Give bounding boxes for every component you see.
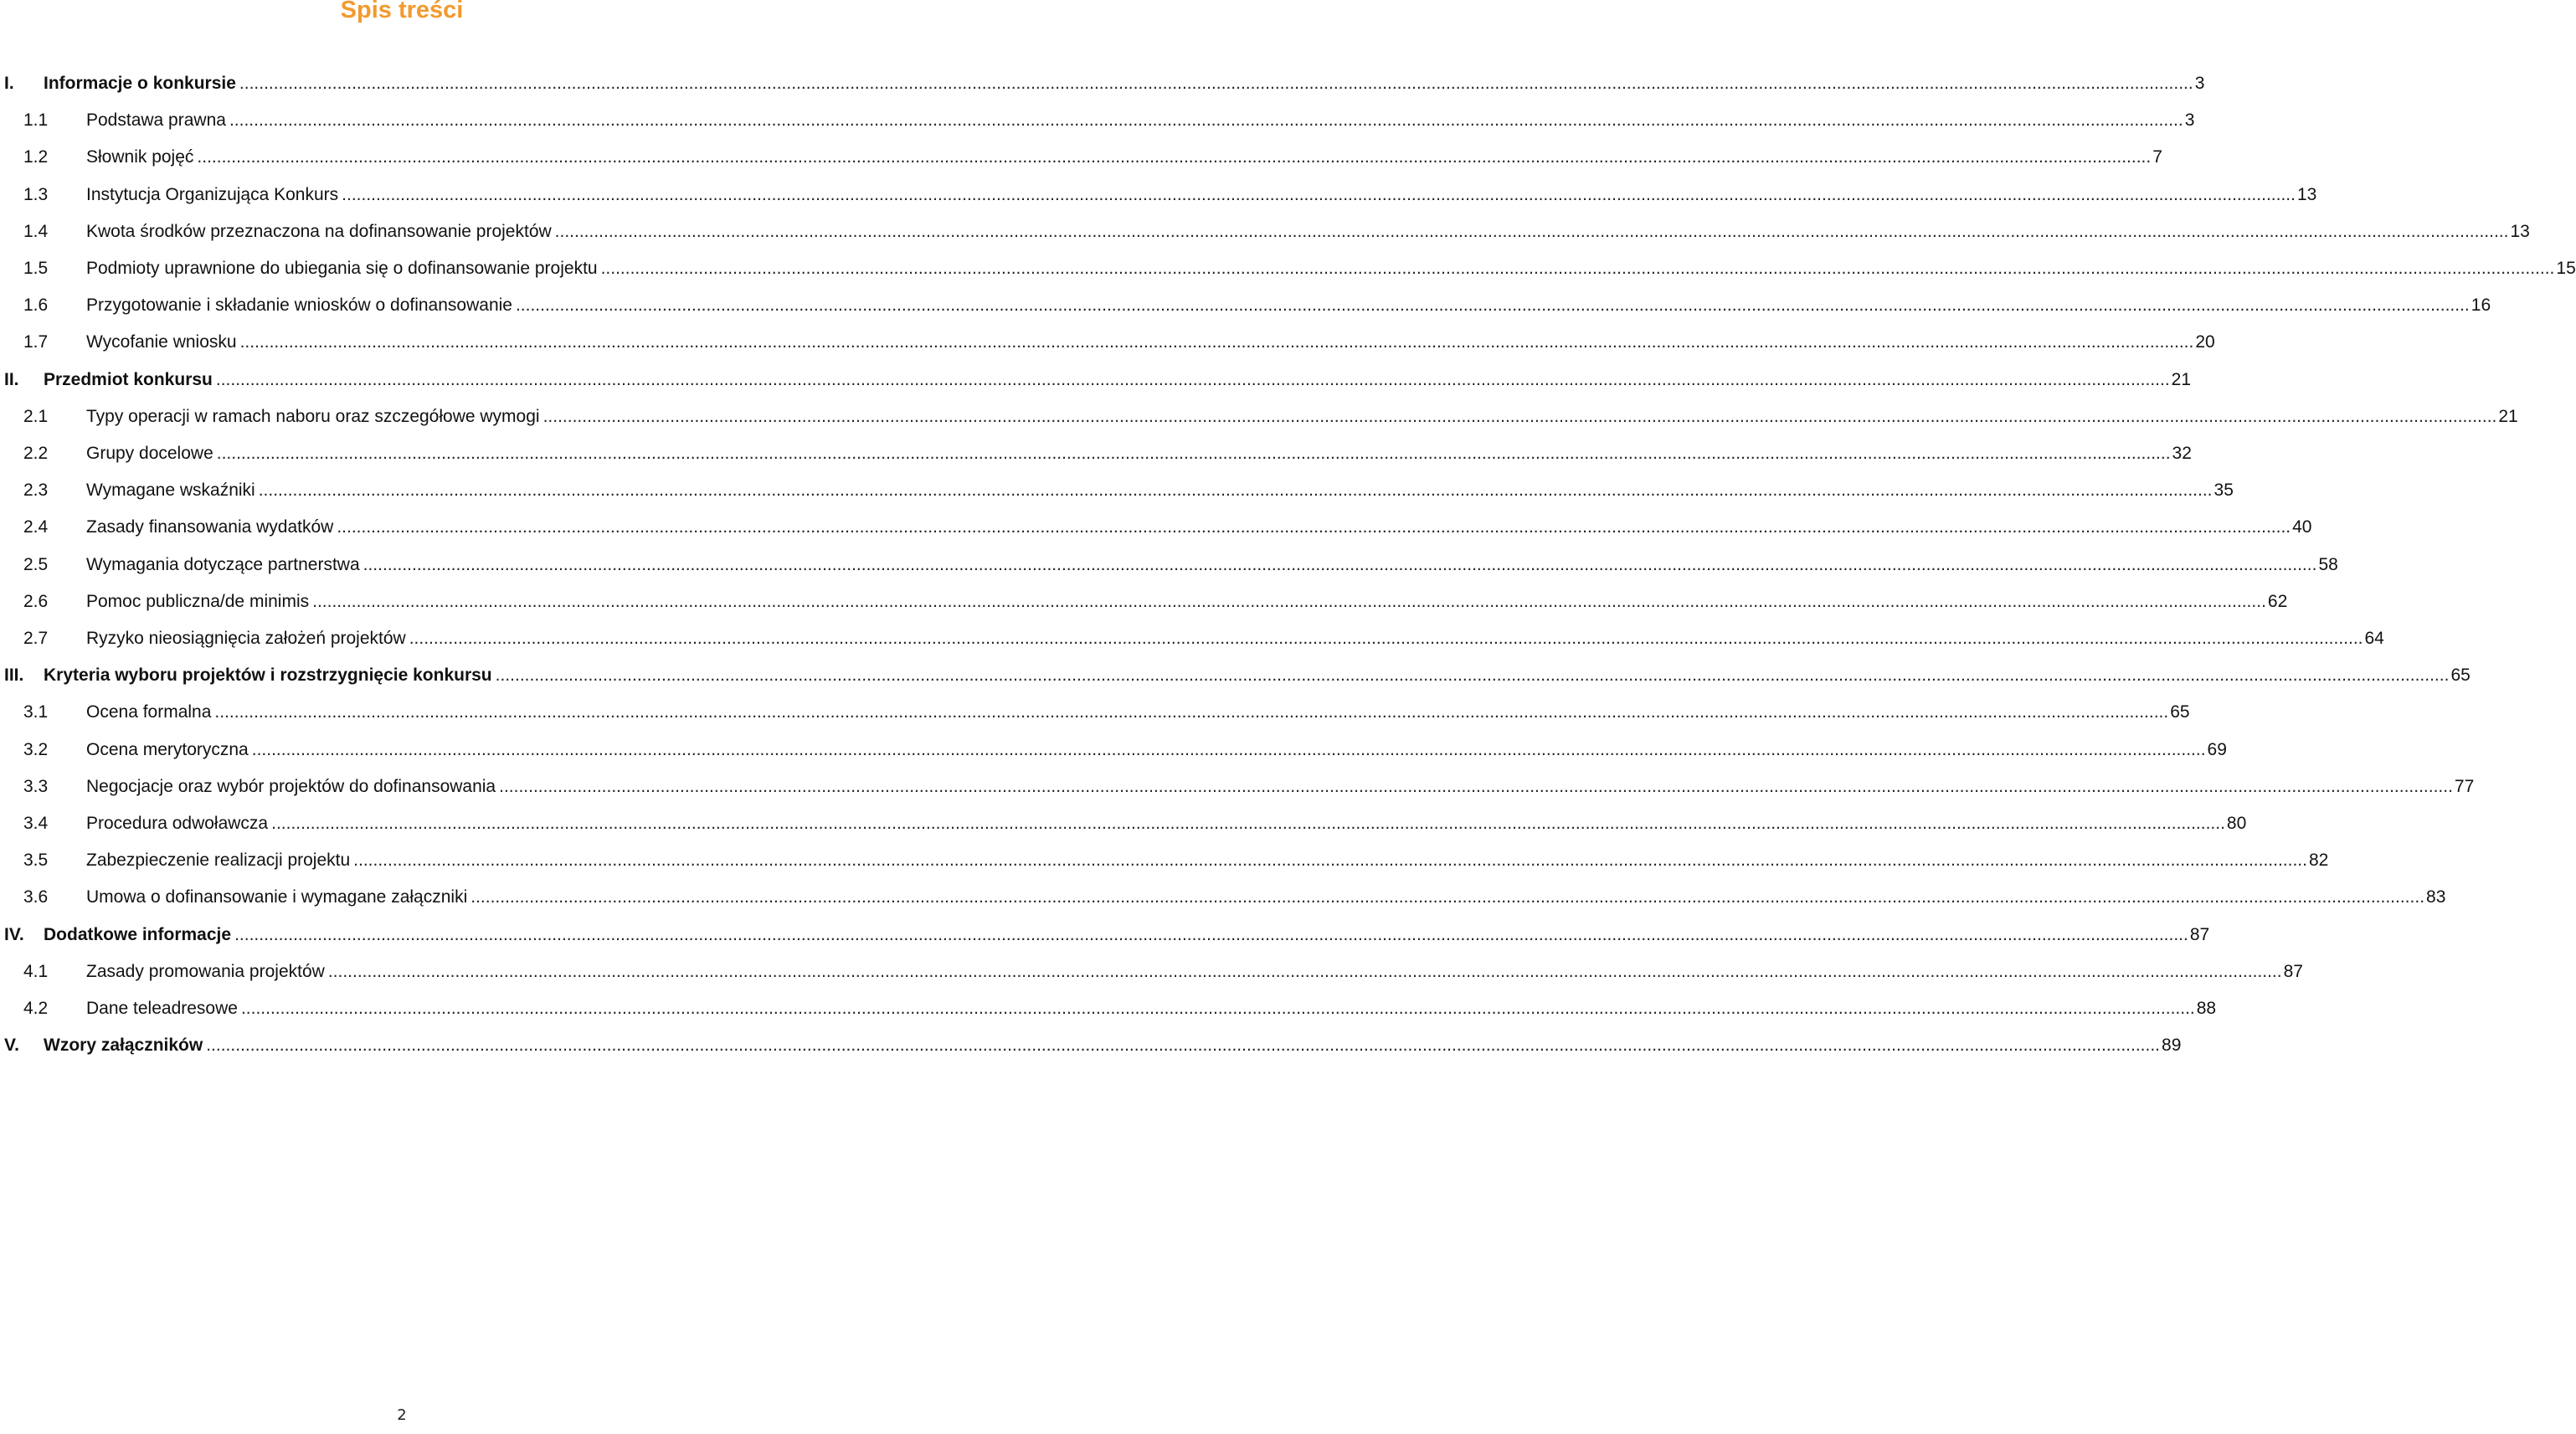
toc-entry[interactable] bbox=[0, 435, 2192, 472]
dot-leader: ................................................................................................................................................................................................................................................................................................................................................................................................................ bbox=[229, 111, 2183, 131]
toc-entry-page[interactable]: 83 bbox=[2426, 887, 2446, 907]
toc-entry-line bbox=[86, 953, 2303, 990]
toc-entry-page[interactable]: 21 bbox=[2498, 406, 2518, 426]
toc-entry-page[interactable]: 35 bbox=[2214, 481, 2234, 501]
toc-entry-label[interactable]: Typy operacji w ramach naboru oraz szczegółowe wymogi bbox=[86, 406, 540, 426]
toc-entry-number: 1.1 bbox=[23, 111, 49, 131]
toc-entry-label[interactable]: Zasady promowania projektów bbox=[86, 961, 325, 981]
toc-entry[interactable] bbox=[0, 768, 2475, 805]
toc-entry-label[interactable]: Dodatkowe informacje bbox=[44, 924, 232, 944]
toc-entry-page[interactable]: 88 bbox=[2196, 999, 2217, 1018]
toc-entry-number: 2.2 bbox=[23, 444, 49, 463]
toc-entry-label[interactable]: Wzory załączników bbox=[44, 1036, 203, 1056]
dot-leader: ................................................................................................................................................................................................................................................................................................................................................................................................................ bbox=[197, 147, 2152, 167]
toc-entry-line bbox=[86, 805, 2247, 842]
toc-entry[interactable] bbox=[0, 250, 2576, 287]
toc-entry-line bbox=[86, 842, 2329, 879]
toc-entry-page[interactable]: 82 bbox=[2308, 851, 2329, 871]
toc-entry-number: 3.4 bbox=[23, 814, 49, 833]
toc-entry[interactable] bbox=[0, 805, 2247, 842]
dot-leader: ................................................................................................................................................................................................................................................................................................................................................................................................................ bbox=[342, 184, 2296, 204]
toc-entry-page[interactable]: 3 bbox=[2194, 74, 2205, 93]
toc-entry-label[interactable]: Podmioty uprawnione do ubiegania się o dofinansowanie projektu bbox=[86, 259, 598, 278]
toc-entry-page[interactable]: 65 bbox=[2450, 666, 2471, 686]
toc-entry[interactable] bbox=[0, 917, 2210, 953]
toc-entry-line bbox=[86, 287, 2491, 324]
toc-entry-number: 1.4 bbox=[23, 221, 49, 241]
toc-entry-page[interactable]: 32 bbox=[2172, 444, 2192, 463]
dot-leader: ................................................................................................................................................................................................................................................................................................................................................................................................................ bbox=[337, 517, 2291, 537]
toc-entry-label[interactable]: Ryzyko nieosiągnięcia założeń projektów bbox=[86, 629, 406, 648]
toc-entry[interactable] bbox=[0, 362, 2192, 398]
toc-entry-page[interactable]: 69 bbox=[2207, 739, 2227, 759]
toc-entry-label[interactable]: Procedura odwoławcza bbox=[86, 814, 269, 833]
dot-leader: ................................................................................................................................................................................................................................................................................................................................................................................................................ bbox=[214, 702, 2169, 722]
toc-entry-number: 1.3 bbox=[23, 184, 49, 204]
toc-entry-number: 2.3 bbox=[23, 481, 49, 501]
page-number: 2 bbox=[397, 1406, 407, 1424]
toc-entry[interactable] bbox=[0, 694, 2190, 731]
toc-entry[interactable] bbox=[0, 547, 2338, 583]
toc-entry-line bbox=[44, 1027, 2182, 1064]
toc-entry-number: 2.5 bbox=[23, 554, 49, 574]
toc-entry-number: 3.6 bbox=[23, 887, 49, 907]
toc-entry-line bbox=[86, 694, 2190, 731]
dot-leader: ................................................................................................................................................................................................................................................................................................................................................................................................................ bbox=[240, 999, 2195, 1018]
toc-entry-page[interactable]: 13 bbox=[2296, 184, 2317, 204]
toc-entry-label[interactable]: Ocena formalna bbox=[86, 702, 212, 722]
toc-entry-number: 2.1 bbox=[23, 406, 49, 426]
dot-leader: ................................................................................................................................................................................................................................................................................................................................................................................................................ bbox=[495, 666, 2450, 686]
toc-entry-line bbox=[86, 213, 2530, 250]
toc-entry[interactable] bbox=[0, 177, 2317, 213]
dot-leader: ................................................................................................................................................................................................................................................................................................................................................................................................................ bbox=[409, 629, 2363, 648]
toc-entry-number: 1.6 bbox=[23, 296, 49, 316]
toc-entry-label[interactable]: Słownik pojęć bbox=[86, 147, 194, 167]
toc-entry-number: V. bbox=[4, 1036, 19, 1056]
toc-entry-page[interactable]: 58 bbox=[2318, 554, 2338, 574]
toc-entry-line bbox=[86, 177, 2317, 213]
toc-entry-page[interactable]: 80 bbox=[2226, 814, 2247, 833]
dot-leader: ................................................................................................................................................................................................................................................................................................................................................................................................................ bbox=[215, 369, 2170, 389]
toc-entry-label[interactable]: Grupy docelowe bbox=[86, 444, 213, 463]
toc-entry-label[interactable]: Wycofanie wniosku bbox=[86, 332, 237, 352]
toc-entry-number: 3.2 bbox=[23, 739, 49, 759]
toc-entry-number: 1.2 bbox=[23, 147, 49, 167]
dot-leader: ................................................................................................................................................................................................................................................................................................................................................................................................................ bbox=[470, 887, 2425, 907]
dot-leader: ................................................................................................................................................................................................................................................................................................................................................................................................................ bbox=[234, 924, 2188, 944]
toc-entry-label[interactable]: Zabezpieczenie realizacji projektu bbox=[86, 851, 351, 871]
toc-entry-number: 3.1 bbox=[23, 702, 49, 722]
toc-entry-page[interactable]: 20 bbox=[2195, 332, 2215, 352]
toc-entry[interactable] bbox=[0, 732, 2227, 768]
toc-entry-label[interactable]: Wymagania dotyczące partnerstwa bbox=[86, 554, 360, 574]
toc-entry-number: 4.1 bbox=[23, 961, 49, 981]
toc-title: Spis treści bbox=[340, 0, 464, 23]
dot-leader: ................................................................................................................................................................................................................................................................................................................................................................................................................ bbox=[499, 776, 2453, 796]
toc-entry-line bbox=[86, 250, 2576, 287]
toc-entry[interactable] bbox=[0, 139, 2162, 176]
dot-leader: ................................................................................................................................................................................................................................................................................................................................................................................................................ bbox=[239, 332, 2194, 352]
toc-entry-line bbox=[86, 732, 2227, 768]
toc-entry-line bbox=[86, 509, 2312, 546]
toc-entry-number: 1.7 bbox=[23, 332, 49, 352]
toc-entry-number: 2.7 bbox=[23, 629, 49, 648]
dot-leader: ................................................................................................................................................................................................................................................................................................................................................................................................................ bbox=[600, 259, 2555, 278]
toc-entry-label[interactable]: Wymagane wskaźniki bbox=[86, 481, 255, 501]
toc-entry-label[interactable]: Zasady finansowania wydatków bbox=[86, 517, 334, 537]
dot-leader: ................................................................................................................................................................................................................................................................................................................................................................................................................ bbox=[251, 739, 2206, 759]
toc-entry-line bbox=[44, 362, 2192, 398]
toc-entry-line bbox=[86, 102, 2195, 139]
toc-entry-page[interactable]: 89 bbox=[2162, 1036, 2182, 1056]
toc-entry[interactable] bbox=[0, 398, 2518, 435]
toc-entry-line bbox=[86, 472, 2234, 509]
toc-entry[interactable] bbox=[0, 990, 2217, 1027]
toc-entry-page[interactable]: 64 bbox=[2364, 629, 2384, 648]
toc-entry[interactable] bbox=[0, 842, 2329, 879]
toc-entry-page[interactable]: 16 bbox=[2471, 296, 2491, 316]
toc-entry-number: II. bbox=[4, 369, 19, 389]
toc-entry[interactable] bbox=[0, 213, 2530, 250]
toc-entry[interactable] bbox=[0, 287, 2491, 324]
toc-entry-page[interactable]: 87 bbox=[2189, 924, 2210, 944]
toc-entry-label[interactable]: Pomoc publiczna/de minimis bbox=[86, 591, 310, 611]
toc-entry-label[interactable]: Dane teleadresowe bbox=[86, 999, 238, 1018]
toc-entry-line bbox=[86, 990, 2217, 1027]
toc-entry-line bbox=[86, 768, 2475, 805]
toc-entry[interactable] bbox=[0, 583, 2288, 620]
toc-entry-page[interactable]: 87 bbox=[2283, 961, 2303, 981]
toc-entry-page[interactable]: 7 bbox=[2152, 147, 2162, 167]
toc-entry[interactable] bbox=[0, 324, 2215, 361]
toc-entry[interactable] bbox=[0, 1027, 2182, 1064]
dot-leader: ................................................................................................................................................................................................................................................................................................................................................................................................................ bbox=[239, 74, 2193, 93]
toc-entry-label[interactable]: Instytucja Organizująca Konkurs bbox=[86, 184, 339, 204]
dot-leader: ................................................................................................................................................................................................................................................................................................................................................................................................................ bbox=[271, 814, 2225, 833]
toc-entry[interactable] bbox=[0, 953, 2303, 990]
toc-entry-number: 3.3 bbox=[23, 776, 49, 796]
dot-leader: ................................................................................................................................................................................................................................................................................................................................................................................................................ bbox=[312, 591, 2266, 611]
toc-entry-label[interactable]: Podstawa prawna bbox=[86, 111, 226, 131]
toc-entry-label[interactable]: Przedmiot konkursu bbox=[44, 369, 213, 389]
toc-entry-page[interactable]: 62 bbox=[2267, 591, 2288, 611]
toc-entry-line bbox=[86, 324, 2215, 361]
toc-entry-number: IV. bbox=[4, 924, 24, 944]
dot-leader: ................................................................................................................................................................................................................................................................................................................................................................................................................ bbox=[515, 296, 2470, 316]
toc-entry[interactable] bbox=[0, 657, 2471, 694]
toc-entry-page[interactable]: 15 bbox=[2556, 259, 2576, 278]
toc-entry-line bbox=[86, 547, 2338, 583]
toc-entry-number: 3.5 bbox=[23, 851, 49, 871]
toc-entry-page[interactable]: 40 bbox=[2292, 517, 2312, 537]
dot-leader: ................................................................................................................................................................................................................................................................................................................................................................................................................ bbox=[327, 961, 2282, 981]
toc-entry-label[interactable]: Negocjacje oraz wybór projektów do dofinansowania bbox=[86, 776, 496, 796]
toc-entry-line bbox=[86, 139, 2162, 176]
toc-entry-line bbox=[44, 657, 2471, 694]
toc-entry-line bbox=[86, 620, 2384, 657]
dot-leader: ................................................................................................................................................................................................................................................................................................................................................................................................................ bbox=[542, 406, 2497, 426]
toc-entry-number: 1.5 bbox=[23, 259, 49, 278]
toc-entry-number: 4.2 bbox=[23, 999, 49, 1018]
toc-entry-page[interactable]: 77 bbox=[2454, 776, 2475, 796]
toc-entry-label[interactable]: Ocena merytoryczna bbox=[86, 739, 249, 759]
toc-entry-number: I. bbox=[4, 74, 14, 93]
dot-leader: ................................................................................................................................................................................................................................................................................................................................................................................................................ bbox=[554, 221, 2509, 241]
toc-entry-line bbox=[86, 435, 2192, 472]
toc-entry-line bbox=[86, 398, 2518, 435]
toc-entry-label[interactable]: Przygotowanie i składanie wniosków o dofinansowanie bbox=[86, 296, 512, 316]
dot-leader: ................................................................................................................................................................................................................................................................................................................................................................................................................ bbox=[258, 481, 2213, 501]
toc-entry-label[interactable]: Informacje o konkursie bbox=[44, 74, 236, 93]
toc-entry-page[interactable]: 21 bbox=[2171, 369, 2192, 389]
toc-entry[interactable] bbox=[0, 509, 2312, 546]
toc-entry-line bbox=[86, 583, 2288, 620]
dot-leader: ................................................................................................................................................................................................................................................................................................................................................................................................................ bbox=[353, 851, 2307, 871]
toc-entry[interactable] bbox=[0, 620, 2384, 657]
toc-entry[interactable] bbox=[0, 472, 2234, 509]
toc-entry-number: III. bbox=[4, 666, 24, 686]
toc-entry-label[interactable]: Kwota środków przeznaczona na dofinansowanie projektów bbox=[86, 221, 552, 241]
toc-entry-label[interactable]: Kryteria wyboru projektów i rozstrzygnięcie konkursu bbox=[44, 666, 492, 686]
toc-entry[interactable] bbox=[0, 102, 2195, 139]
toc-entry-page[interactable]: 65 bbox=[2170, 702, 2190, 722]
toc-entry[interactable] bbox=[0, 879, 2446, 916]
toc-entry-line bbox=[86, 879, 2446, 916]
toc-entry-line bbox=[44, 65, 2205, 102]
toc-entry-page[interactable]: 13 bbox=[2510, 221, 2530, 241]
toc-entry-number: 2.4 bbox=[23, 517, 49, 537]
dot-leader: ................................................................................................................................................................................................................................................................................................................................................................................................................ bbox=[216, 444, 2171, 463]
toc-entry-line bbox=[44, 917, 2210, 953]
dot-leader: ................................................................................................................................................................................................................................................................................................................................................................................................................ bbox=[362, 554, 2317, 574]
toc-entry[interactable] bbox=[0, 65, 2205, 102]
dot-leader: ................................................................................................................................................................................................................................................................................................................................................................................................................ bbox=[206, 1036, 2161, 1056]
toc-entry-label[interactable]: Umowa o dofinansowanie i wymagane załączniki bbox=[86, 887, 468, 907]
toc-entry-number: 2.6 bbox=[23, 591, 49, 611]
toc-entry-page[interactable]: 3 bbox=[2184, 111, 2195, 131]
